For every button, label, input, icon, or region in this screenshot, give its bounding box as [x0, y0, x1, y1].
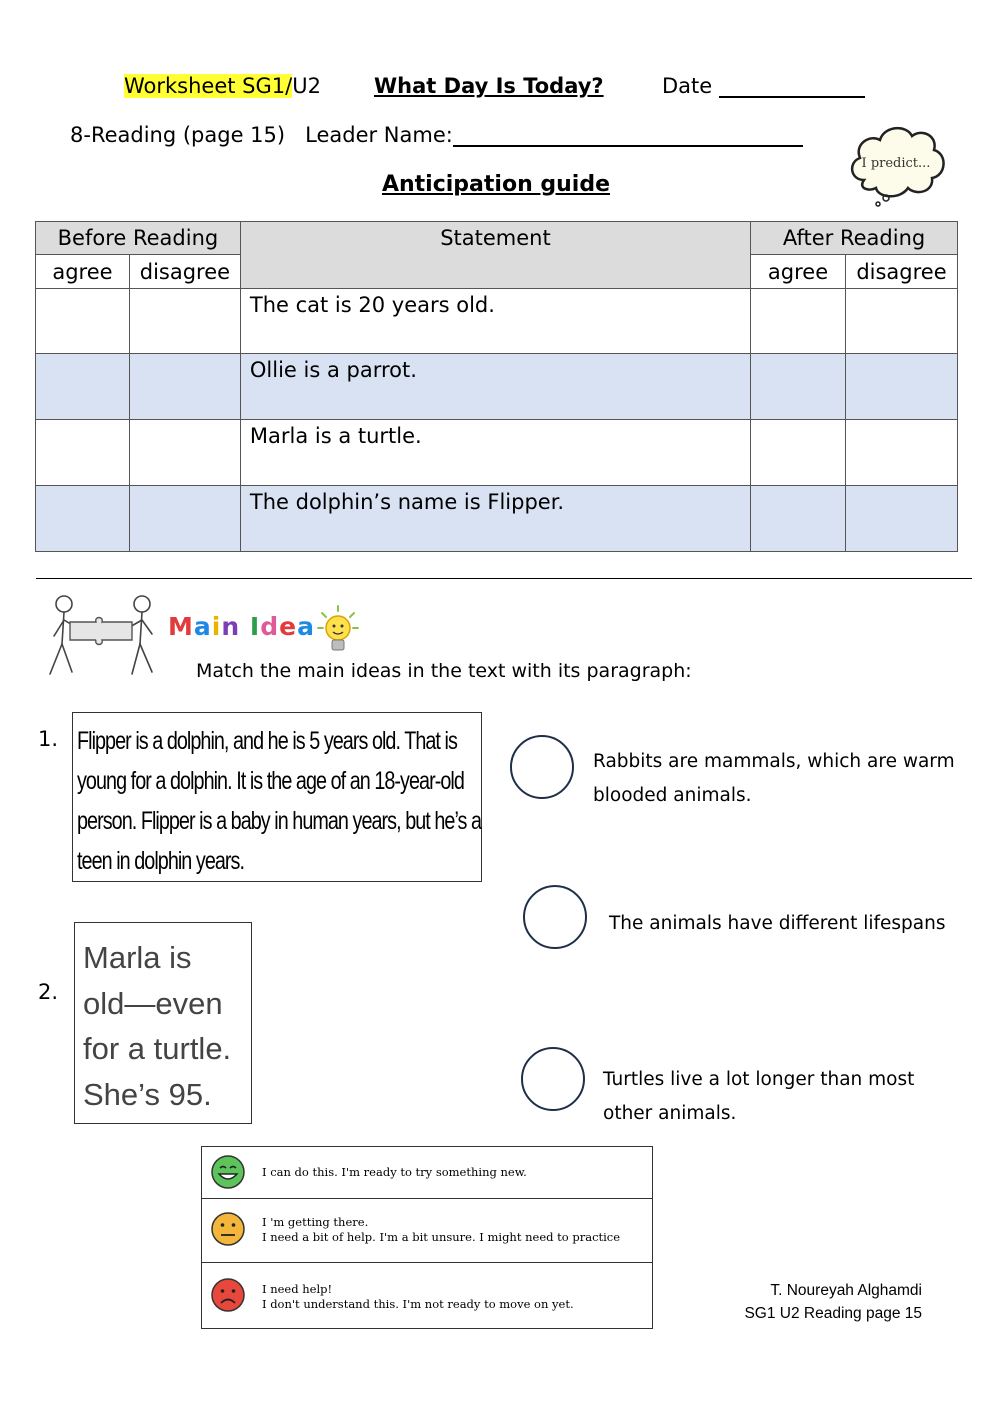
date-blank[interactable] — [719, 76, 865, 98]
instruction-text: Match the main ideas in the text with its paragraph: — [196, 660, 692, 682]
after-disagree-cell[interactable] — [846, 354, 958, 420]
leader-label: Leader Name: — [305, 123, 453, 147]
after-disagree-header: disagree — [846, 255, 958, 289]
statement-cell: The dolphin’s name is Flipper. — [240, 486, 750, 552]
paragraph-line: Flipper is a dolphin, and he is 5 years old. That is — [77, 727, 457, 755]
option-line: Turtles live a lot longer than most — [603, 1069, 915, 1090]
answer-circle-1[interactable] — [510, 735, 574, 799]
page-heading: Anticipation guide — [381, 172, 611, 197]
self-assessment-row[interactable] — [202, 1198, 652, 1263]
statement-header: Statement — [240, 222, 750, 289]
worksheet-code — [124, 74, 321, 98]
paragraph-line: person. Flipper is a baby in human years, but he’s a — [77, 807, 482, 835]
source-note: SG1 U2 Reading page 15 — [744, 1305, 922, 1322]
date-label: Date — [662, 74, 713, 98]
unit-label: U2 — [292, 74, 321, 98]
option-line: Rabbits are mammals, which are warm — [593, 751, 955, 772]
sad-face-icon — [210, 1277, 246, 1313]
self-assessment-text: I 'm getting there. I need a bit of help. I'm a bit unsure. I might need to practice — [262, 1215, 621, 1244]
after-agree-cell[interactable] — [751, 420, 846, 486]
self-assessment-text: I need help! I don't understand this. I'm not ready to move on yet. — [262, 1282, 574, 1311]
before-agree-cell[interactable] — [36, 420, 130, 486]
statement-cell: The cat is 20 years old. — [240, 289, 750, 354]
paragraph-line: Marla is — [83, 940, 192, 975]
paragraph-line: young for a dolphin. It is the age of an 18-year-old — [77, 767, 464, 795]
option-line: other animals. — [603, 1103, 737, 1124]
cloud-text: I predict... — [861, 156, 931, 171]
before-disagree-cell[interactable] — [129, 486, 240, 552]
before-disagree-cell[interactable] — [129, 289, 240, 354]
table-row — [36, 420, 958, 486]
before-reading-header: Before Reading — [36, 222, 241, 255]
predict-cloud-icon — [846, 118, 950, 210]
section-divider — [36, 578, 972, 579]
paragraph-box-1 — [72, 712, 482, 882]
paragraph-line: teen in dolphin years. — [77, 847, 245, 875]
lightbulb-icon — [316, 604, 360, 656]
after-disagree-cell[interactable] — [846, 486, 958, 552]
before-agree-cell[interactable] — [36, 289, 130, 354]
author-name: T. Noureyah Alghamdi — [770, 1282, 922, 1299]
self-assessment-box — [201, 1146, 653, 1329]
reading-line — [70, 123, 803, 147]
before-agree-cell[interactable] — [36, 486, 130, 552]
statement-cell: Ollie is a parrot. — [240, 354, 750, 420]
answer-circle-2[interactable] — [523, 885, 587, 949]
paragraph-box-2 — [74, 922, 252, 1124]
after-reading-header: After Reading — [751, 222, 958, 255]
after-agree-cell[interactable] — [751, 486, 846, 552]
happy-face-icon — [210, 1154, 246, 1190]
before-agree-header: agree — [36, 255, 130, 289]
leader-name-blank[interactable] — [453, 125, 803, 147]
table-row — [36, 354, 958, 420]
date-field — [662, 74, 865, 98]
after-agree-cell[interactable] — [751, 289, 846, 354]
main-idea-option — [593, 745, 955, 813]
statement-cell: Marla is a turtle. — [240, 420, 750, 486]
answer-circle-3[interactable] — [521, 1047, 585, 1111]
option-line: blooded animals. — [593, 785, 752, 806]
before-disagree-cell[interactable] — [129, 354, 240, 420]
before-disagree-cell[interactable] — [129, 420, 240, 486]
author-credit — [700, 1279, 922, 1325]
self-assessment-row[interactable] — [202, 1262, 652, 1328]
after-agree-cell[interactable] — [751, 354, 846, 420]
main-idea-title: Main Idea — [168, 612, 315, 641]
after-disagree-cell[interactable] — [846, 289, 958, 354]
reading-label: 8-Reading (page 15) — [70, 123, 286, 147]
before-agree-cell[interactable] — [36, 354, 130, 420]
neutral-face-icon — [210, 1211, 246, 1247]
lesson-title: What Day Is Today? — [374, 74, 604, 98]
puzzle-people-icon — [40, 592, 162, 678]
paragraph-number: 1. — [38, 727, 59, 751]
self-assessment-row[interactable] — [202, 1147, 652, 1199]
main-idea-option — [603, 1063, 914, 1131]
after-disagree-cell[interactable] — [846, 420, 958, 486]
before-disagree-header: disagree — [129, 255, 240, 289]
after-agree-header: agree — [751, 255, 846, 289]
worksheet-label: Worksheet SG1/ — [124, 74, 293, 98]
table-row — [36, 289, 958, 354]
main-idea-option — [609, 907, 946, 941]
paragraph-line: old—even — [83, 985, 223, 1021]
paragraph-number: 2. — [38, 980, 59, 1004]
anticipation-table — [35, 221, 958, 552]
option-line: The animals have different lifespans — [609, 913, 946, 934]
paragraph-line: She’s 95. — [83, 1076, 212, 1112]
self-assessment-text: I can do this. I'm ready to try something new. — [262, 1165, 527, 1179]
paragraph-line: for a turtle. — [83, 1031, 232, 1066]
table-row — [36, 486, 958, 552]
